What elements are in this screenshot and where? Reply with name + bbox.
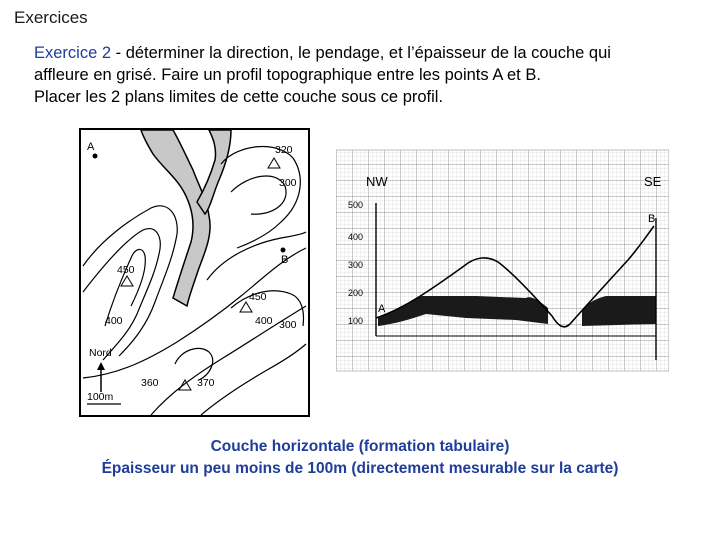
axis-tick-label: 500 (348, 200, 364, 210)
axis-tick-label: 400 (348, 232, 364, 242)
contour-label: 370 (197, 377, 215, 389)
grey-layer-outcrop-upper (197, 130, 231, 214)
contour-label: 300 (279, 319, 297, 331)
north-label: Nord (89, 347, 112, 359)
axis-tick-label: 300 (348, 260, 364, 270)
answer-line-1: Couche horizontale (formation tabulaire) (210, 438, 510, 455)
point-a-marker (93, 154, 98, 159)
profile-right-label: SE (644, 174, 662, 189)
exercise-statement (34, 42, 684, 108)
contour-label: 320 (275, 144, 293, 156)
exercise-line-1 (34, 42, 684, 64)
map-point-a-label: A (87, 141, 95, 153)
summit-triangle-icon (240, 302, 252, 312)
answer-block (0, 436, 720, 480)
contour-label: 400 (105, 315, 123, 327)
contour-label: 400 (255, 315, 273, 327)
exercise-line-1-text: - déterminer la direction, le pendage, et l’épaisseur de la couche qui (111, 44, 611, 62)
slide-title: Exercices (14, 8, 88, 27)
profile-point-a-label: A (378, 303, 386, 315)
topographic-profile (336, 148, 669, 373)
geologic-map-drawing (81, 130, 308, 415)
contour-label: 300 (279, 177, 297, 189)
geologic-map (79, 128, 310, 417)
topographic-profile-drawing (336, 148, 669, 373)
profile-left-label: NW (366, 174, 388, 189)
exercise-line-3: Placer les 2 plans limites de cette couche sous ce profil. (34, 88, 444, 106)
contour-label: 450 (249, 291, 267, 303)
axis-tick-label: 200 (348, 288, 364, 298)
contour-label: 360 (141, 377, 159, 389)
answer-line-2: Épaisseur un peu moins de 100m (directement mesurable sur la carte) (101, 460, 619, 477)
exercise-label: Exercice 2 (34, 44, 112, 62)
summit-triangle-icon (179, 380, 191, 390)
contour-label: 450 (117, 264, 135, 276)
scale-label: 100m (87, 391, 114, 403)
axis-tick-label: 100 (348, 316, 364, 326)
summit-triangle-icon (268, 158, 280, 168)
exercise-line-2: affleure en grisé. Faire un profil topographique entre les points A et B. (34, 66, 541, 84)
north-arrow-head-icon (97, 362, 105, 370)
profile-point-b-label: B (648, 213, 656, 225)
point-b-marker (281, 248, 286, 253)
map-point-b-label: B (281, 254, 289, 266)
